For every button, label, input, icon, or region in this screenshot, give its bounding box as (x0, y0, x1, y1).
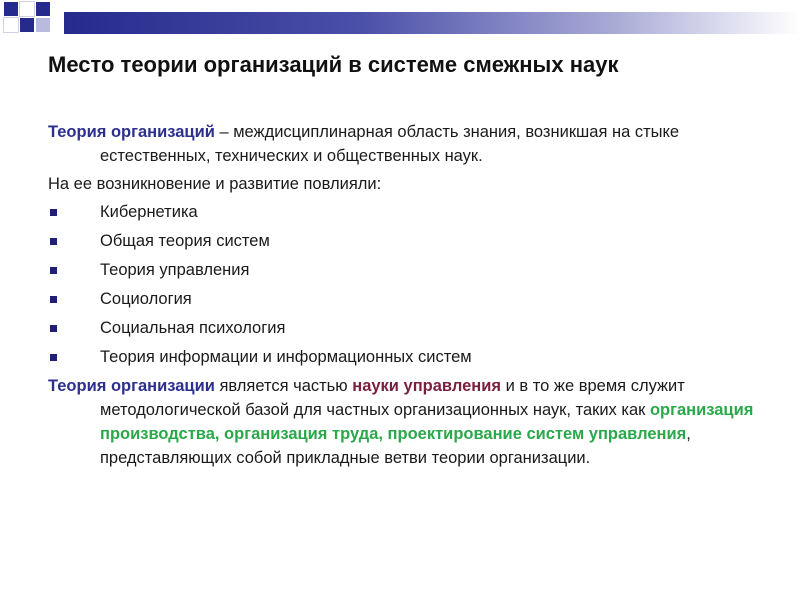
list-item-label: Теория информации и информационных систем (100, 348, 472, 366)
list-item (48, 316, 768, 340)
bullet-square-icon (50, 296, 57, 303)
slide-title: Место теории организаций в системе смежных наук (48, 52, 619, 77)
list-item (48, 229, 768, 253)
bullet-square-icon (50, 238, 57, 245)
decor-square (36, 2, 50, 16)
conclusion-text-2: и в то же время служит методологической базой для частных организационных наук, таких как (100, 377, 685, 419)
conclusion-text-1: является частью (214, 377, 353, 395)
decor-square (4, 2, 18, 16)
list-item (48, 258, 768, 282)
decor-square (20, 18, 34, 32)
list-item-label: Социология (100, 290, 192, 308)
header-gradient-band (64, 12, 800, 34)
conclusion-term: Теория организации (48, 377, 215, 395)
list-item (48, 345, 768, 369)
bullet-square-icon (50, 267, 57, 274)
slide-body (48, 120, 768, 474)
decor-square (36, 18, 50, 32)
decor-square (20, 2, 34, 16)
bullet-square-icon (50, 209, 57, 216)
conclusion-highlight-management: науки управления (352, 377, 502, 395)
list-item-label: Кибернетика (100, 203, 198, 221)
list-item (48, 287, 768, 311)
bullet-square-icon (50, 325, 57, 332)
definition-term: Теория организаций (48, 123, 215, 141)
conclusion-text-3: , представляющих собой прикладные ветви теории организации. (100, 425, 691, 467)
definition-text: – междисциплинарная область знания, возникшая на стыке естественных, технических и общественных наук. (100, 123, 680, 165)
list-item (48, 200, 768, 224)
influence-list (48, 200, 768, 369)
definition-paragraph (48, 120, 768, 168)
list-item-label: Социальная психология (100, 319, 286, 337)
influence-intro: На ее возникновение и развитие повлияли: (48, 175, 382, 193)
decor-square (4, 18, 18, 32)
list-item-label: Общая теория систем (100, 232, 270, 250)
bullet-square-icon (50, 354, 57, 361)
conclusion-paragraph (48, 374, 768, 470)
header-decoration (0, 0, 800, 40)
conclusion-highlight-sciences: организация производства, организация труда, проектирование систем управления (100, 401, 754, 443)
list-item-label: Теория управления (100, 261, 250, 279)
